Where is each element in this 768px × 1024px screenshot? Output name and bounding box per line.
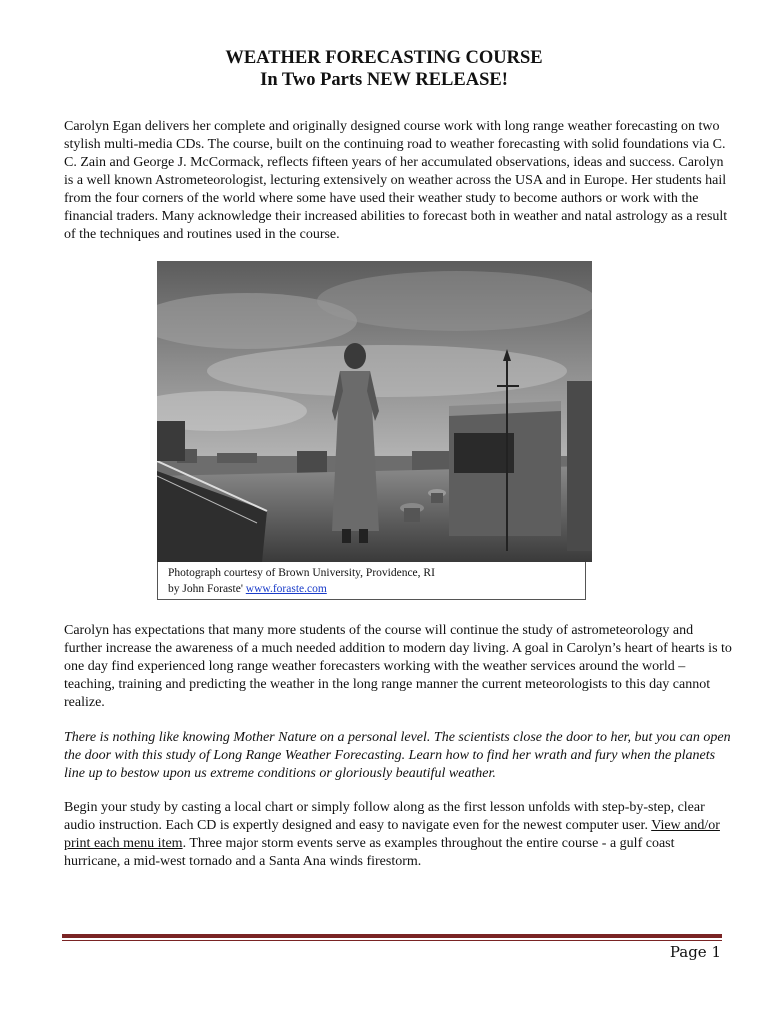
title-line-2: In Two Parts NEW RELEASE! bbox=[260, 70, 508, 90]
caption-author-line bbox=[168, 581, 585, 597]
footer-rule-thin bbox=[62, 940, 722, 941]
study-paragraph bbox=[64, 799, 732, 871]
rooftop-photo-image bbox=[157, 261, 592, 562]
study-text-before: Begin your study by casting a local chart or simply follow along as the first lesson unfolds with step-by-step, clear audio instruction. Each CD is expertly designed and easy to navigate even for the newest computer user. bbox=[64, 800, 705, 833]
foraste-website-link[interactable]: www.foraste.com bbox=[245, 583, 327, 595]
photograph bbox=[157, 261, 592, 562]
view-print-menu-item-text: View and/or print each menu item bbox=[64, 818, 720, 851]
page-number: Page 1 bbox=[669, 943, 721, 961]
intro-paragraph: Carolyn Egan delivers her complete and originally designed course work with long range weather forecasting on two stylish multi-media CDs. The course, built on the continuing road to weather forecasting with solid foundations via C. C. Zain and George J. McCormack, reflects fifteen years of her accumulated observations, ideas and success. Carolyn is a well known Astrometeorologist, lecturing extensively on weather across the USA and in Europe. Her students hail from the four corners of the world where some have used their weather study to become authors or work with the financial traders. Many acknowledge their increased abilities to forecast both in weather and natal astrology as a result of the techniques and routines used in the course. bbox=[64, 119, 728, 242]
quote-paragraph: There is nothing like knowing Mother Nature on a personal level. The scientists close the door to her, but you can open the door with this study of Long Range Weather Forecasting. Learn how to find her wrath and fury when the planets line up to bestow upon us extreme conditions or gloriously beautiful weather. bbox=[64, 730, 731, 781]
caption-author: by John Foraste' bbox=[168, 583, 246, 595]
footer-rule-thick bbox=[62, 934, 722, 938]
caption-credit-line: Photograph courtesy of Brown University, Providence, RI bbox=[168, 567, 435, 579]
photo-caption bbox=[157, 562, 586, 600]
title-line-1: WEATHER FORECASTING COURSE bbox=[225, 48, 543, 68]
expectations-paragraph: Carolyn has expectations that many more students of the course will continue the study of astrometeorology and further increase the awareness of a much needed addition to modern day living. A goal in Carolyn’s heart of hearts is to one day find experienced long range weather forecasters working with the weather services around the world – teaching, training and predicting the weather in the long range manner the current meteorologists to this day cannot realize. bbox=[64, 623, 732, 710]
page-title bbox=[0, 47, 768, 91]
study-text-after: . Three major storm events serve as examples throughout the entire course - a gulf coast hurricane, a mid-west tornado and a Santa Ana winds firestorm. bbox=[64, 836, 675, 869]
